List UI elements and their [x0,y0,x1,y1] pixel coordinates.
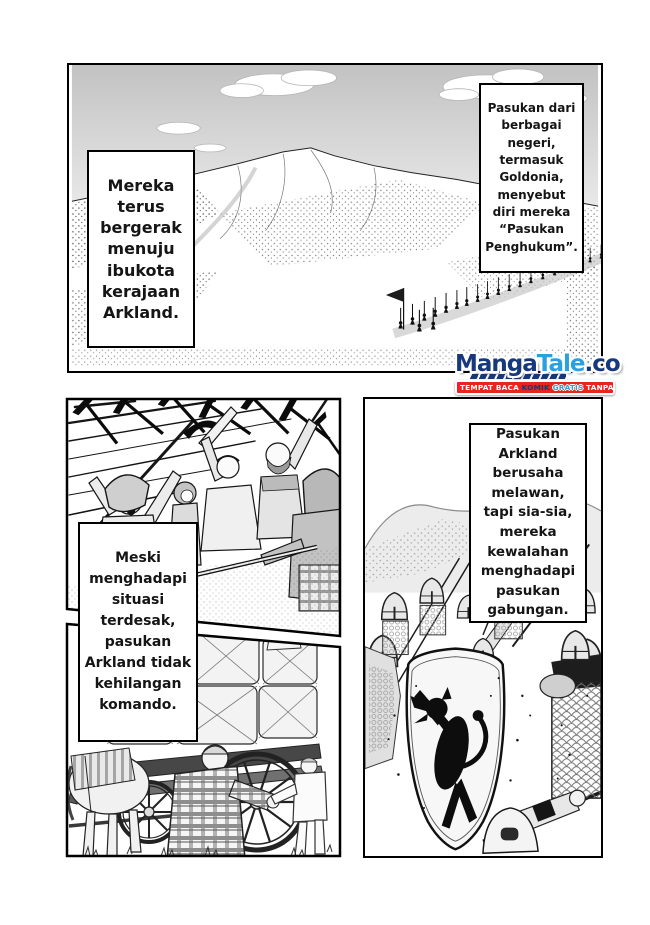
caption-box-pasukan-arkland [469,423,587,623]
caption-text: Pasukan Arkland berusaha melawan, tapi sia-sia, mereka kewalahan menghadapi pasukan gabungan. [480,426,576,619]
watermark-mangatale [455,351,643,395]
caption-text: Mereka terus bergerak menuju ibukota kerajaan Arkland. [100,176,182,322]
watermark-logo [455,351,620,377]
armored-knight [513,631,602,834]
caption-box-meski [78,522,198,742]
watermark-tagline-banner: TEMPAT BACA KOMIK GRATIS TANPA IKLAN [455,380,615,395]
caption-text: Meski menghadapi situasi terdesak, pasukan Arkland tidak kehilangan komando. [84,550,192,713]
brand-tale: Tale [536,351,585,377]
caption-box-pasukan-penghukum [479,83,584,273]
brand-manga: Manga [455,351,537,377]
brand-co: .co [584,351,620,377]
caption-text: Pasukan dari berbagai negeri, termasuk Goldonia, menyebut diri mereka “Pasukan Penghukum”. [485,100,578,254]
kite-shield [407,649,504,850]
caption-box-mereka [87,150,195,348]
worker-on-load [267,616,301,650]
